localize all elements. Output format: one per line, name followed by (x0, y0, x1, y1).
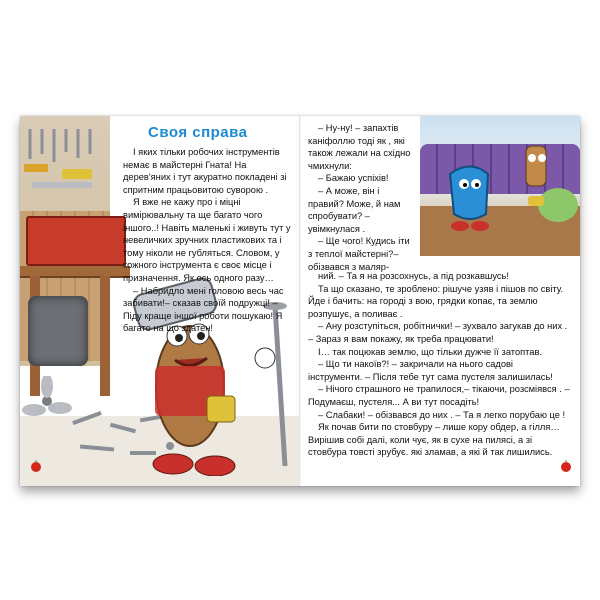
paragraph: ний. – Та я на розсохнусь, а під розкавшусь! (318, 271, 509, 281)
paragraph: – Ану розступіться, робітнички! – зухвало загукав до них . – Зараз я вам покажу, як треба працювати! (308, 321, 568, 344)
book-spine (299, 116, 301, 486)
paragraph: Я вже не кажу про і міцні вимірювальну та ще багато чого іншого..! Навіть маленькі і живуть тут у невеличких зручних пластикових та і тому ніколи не губляться. Словом, у кожного інструмента є своє місце і призначення. Як ось одного разу… (123, 197, 291, 283)
watering-can-icon (440, 154, 500, 234)
hanging-tools-icon (22, 124, 112, 204)
right-text-column (308, 270, 570, 459)
garden-illustration (420, 116, 580, 256)
apple-icon (30, 460, 42, 472)
paragraph: – Що ти накоїв?! – закричали на нього садові інструменти. – Після тебе тут сама пустеля залишилась! (308, 359, 553, 382)
paragraph: І… так поцюкав землю, що тільки дужче її затоптав. (318, 346, 542, 357)
toolbox-icon (26, 216, 126, 266)
left-text-column (123, 146, 291, 335)
paragraph: – Бажаю успіхів! (318, 173, 389, 184)
paragraph: І яких тільки робочих інструментів немає в майстерні Гната! На дерев'яних і тут акуратно покладені зі спритним працьовитою суворою . (123, 147, 287, 195)
rake-character-icon (516, 136, 556, 216)
paragraph: – Нічого страшного не трапилося,– тікаючи, розсміявся . – Подумаєш, пустеля... А ви тут посадіть! (308, 384, 570, 407)
workbench-leg (100, 276, 110, 396)
paragraph: – А може, він і правий? Може, й нам спробувати? – увімкнулася . (308, 185, 401, 234)
paragraph: – Ну-ну! – запахтів каніфоллю тоді як , які також лежали на східно чмихнули: (308, 123, 411, 171)
engine-icon (28, 296, 88, 366)
paragraph: Як почав бити по стовбуру – лише кору обдер, а гілля… Вирішив собі далі, коли чує, як в сухе на пилясі, а зі стовбура товсті зрубує. які зламав, а які й так лишились. (308, 422, 560, 458)
paragraph: Та що сказано, те зроблено: рішуче узяв і пішов по світу. Йде і бачить: на городі з вою, грядки копає, та землю розпушує, а поливає . (308, 283, 564, 319)
book-spread (20, 116, 580, 486)
paragraph: – Ще чого! Кудись іти з теплої майстерні?– обізвався з маляр- (308, 236, 410, 272)
apple-icon (560, 460, 572, 472)
page-title: Своя справа (148, 124, 248, 141)
right-top-text-column (308, 122, 416, 273)
paragraph: – Набридло мені головою весь час забивати!– сказав своїй подружці! – Піду краще іншої роботи пошукаю! Я багато на що здатен! (123, 285, 284, 334)
paragraph: – Слабаки! – обізвався до них . – Та я легко порубаю це ! (318, 409, 566, 420)
